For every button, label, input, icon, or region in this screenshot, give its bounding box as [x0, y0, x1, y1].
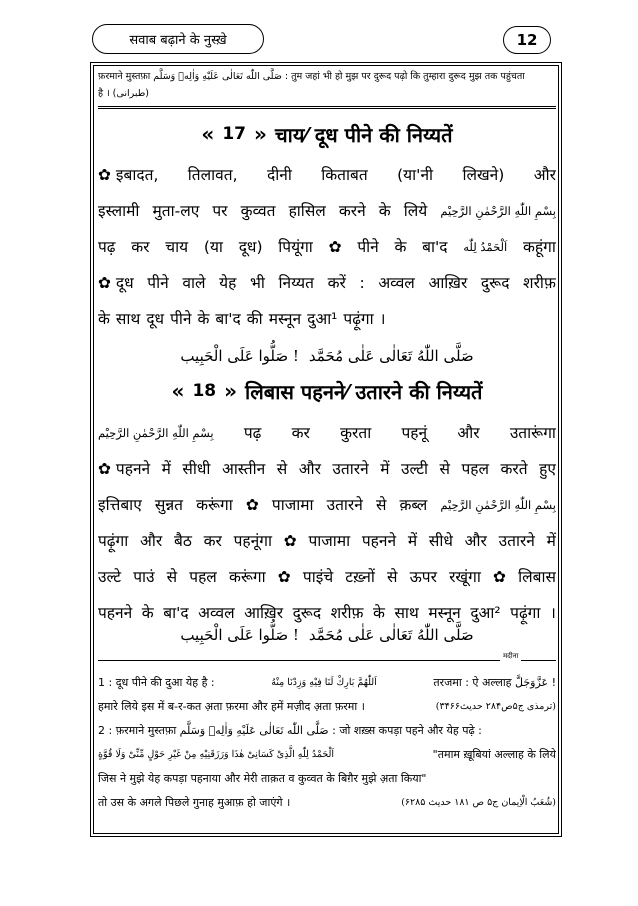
section-17-heading — [98, 116, 556, 152]
arabic-phrase: بِسْمِ اللّٰهِ الرَّحْمٰنِ الرَّحِيْم — [98, 426, 214, 440]
word: लिये — [403, 202, 428, 220]
arabic-phrase: اَلْحَمْدُ لِلّٰه — [463, 240, 508, 254]
word: पढ़ — [243, 424, 262, 442]
word: करूंगा — [196, 496, 233, 514]
word: इस्लामी — [98, 202, 140, 220]
footnote-line — [98, 720, 556, 742]
word: पहल — [461, 460, 490, 478]
word: : — [359, 274, 365, 292]
arabic-phrase: اَللّٰهُمَّ بَارِكْ لَنَا فِيْهِ وَزِدْنَا مِنْهُ — [271, 677, 377, 688]
word: इत्तिबाए — [98, 496, 142, 514]
word: से — [166, 568, 178, 586]
word: शरीफ़ — [330, 604, 364, 622]
section-17-title: चाय⁄ दूध पीने की निय्यतें — [274, 122, 453, 147]
word: में — [161, 460, 171, 478]
section-17-blessing — [98, 341, 556, 371]
section-18-blessing — [98, 620, 556, 650]
word: के — [378, 202, 391, 220]
word: हासिल — [288, 202, 326, 220]
word: के — [141, 604, 154, 622]
s18-line — [98, 454, 556, 484]
word: लिखने) — [462, 166, 505, 184]
word: पढ़ूंगा — [343, 310, 374, 328]
word: की — [246, 310, 263, 328]
word: ✿ इबादत, — [98, 166, 159, 184]
word: बा'द — [215, 310, 241, 328]
word: दुआ² — [470, 604, 501, 622]
word: सीधे — [428, 532, 453, 550]
s17-line — [98, 196, 556, 226]
s17-line — [98, 304, 556, 334]
word: लिबास — [518, 568, 556, 586]
word: पीने — [170, 310, 192, 328]
word: उल्टी — [400, 460, 429, 478]
word: अव्वल — [378, 274, 415, 292]
word: करते — [500, 460, 528, 478]
word: पाजामा — [308, 532, 351, 550]
word: ✿ दूध — [98, 274, 134, 292]
s18-line — [98, 562, 556, 592]
word: ✿ — [277, 568, 291, 586]
word: में — [407, 532, 418, 550]
ornament-open-icon: « — [171, 379, 185, 403]
word: भी — [249, 274, 265, 292]
word: पियूंगा — [278, 238, 313, 256]
word: पहनने — [361, 532, 397, 550]
word: उतारूंगा — [509, 424, 556, 442]
blessing-sallu: صَلُّوا عَلَى الْحَبِيب ! — [180, 347, 299, 365]
blessing-salla: صَلَّى اللّٰهُ تَعَالٰى عَلٰى مُحَمَّد — [308, 347, 474, 365]
book-title-badge: सवाब बढ़ाने के नुस्खे़ — [92, 24, 264, 54]
word: (या — [203, 238, 223, 256]
word: और — [533, 166, 556, 184]
top-hadith-note — [98, 68, 556, 109]
word: मुता-लए — [152, 202, 200, 220]
word: पाउं — [133, 568, 155, 586]
word: पढ़ — [98, 238, 116, 256]
word: करूंगा — [228, 568, 266, 586]
section-18-title: लिबास पहनने⁄ उतारने की निय्यतें — [245, 379, 483, 404]
s17-line — [98, 268, 556, 298]
word: मस्नून — [268, 310, 302, 328]
word: । — [379, 310, 386, 328]
footnote-text: हमारे लिये इस में ब-र-कत अ़ता फ़रमा और हमें मज़ीद अ़ता फ़रमा । — [98, 700, 365, 713]
word: किताबत — [321, 166, 368, 184]
word: और — [298, 460, 321, 478]
s17-line — [98, 232, 556, 262]
word: हुए — [539, 460, 556, 478]
word: उतारने — [332, 460, 369, 478]
blessing-salla: صَلَّى اللّٰهُ تَعَالٰى عَلٰى مُحَمَّد — [308, 626, 474, 644]
word: के — [373, 604, 385, 622]
word: और — [457, 424, 480, 442]
word: दूध) — [238, 238, 263, 256]
arabic-phrase: (ترمذی ج۵ص۲۸۴ حدیث۳۴۶۶) — [435, 701, 556, 712]
word: पहनूंगा — [233, 532, 272, 550]
word: कहूंगा — [522, 238, 556, 256]
word: । — [549, 604, 556, 622]
arabic-phrase: بِسْمِ اللّٰهِ الرَّحْمٰنِ الرَّحِيْم — [440, 204, 556, 218]
word: करें — [327, 274, 346, 292]
word: अव्वल — [198, 604, 235, 622]
s18-line — [98, 490, 556, 520]
word: बा'द — [163, 604, 189, 622]
word: वाले — [182, 274, 206, 292]
word: से — [276, 460, 288, 478]
footnote-line — [98, 672, 556, 694]
word: दुरूद — [480, 274, 510, 292]
footnote-line — [98, 744, 556, 766]
footnote-label: मदीना — [500, 652, 521, 661]
word: सीधी — [182, 460, 211, 478]
footnote-text: 1 : दूध पीने की दुआ येह है : — [98, 676, 215, 689]
word: दूध — [146, 310, 165, 328]
word: में — [546, 532, 556, 550]
word: के — [197, 310, 210, 328]
word: निय्यत — [278, 274, 314, 292]
word: से — [375, 496, 387, 514]
word: कर — [203, 532, 222, 550]
word: पहल — [189, 568, 217, 586]
ornament-close-icon: » — [254, 122, 267, 146]
word: शरीफ़ — [523, 274, 556, 292]
ornament-close-icon: » — [224, 379, 238, 403]
word: ✿ — [328, 238, 342, 256]
word: टख़्नों — [345, 568, 375, 586]
word: (या'नी — [397, 166, 434, 184]
word: कर — [131, 238, 150, 256]
arabic-phrase: (شُعَبُ الْاِیمان ج۵ ص ۱۸۱ حدیث ۶۲۸۵) — [401, 797, 556, 808]
word: साथ — [394, 604, 419, 622]
word: ✿ — [492, 568, 506, 586]
word: में — [380, 460, 390, 478]
word: क़ब्ल — [399, 496, 428, 514]
word: पीने — [357, 238, 379, 256]
section-18-number: 18 — [192, 381, 217, 401]
ornament-open-icon: « — [201, 122, 215, 146]
word: पढ़ूंगा — [510, 604, 541, 622]
word: और — [464, 532, 487, 550]
footnote-text: तो उस के अगले पिछले गुनाह मुआफ़ हो जाएंगे । — [98, 796, 291, 809]
word: से — [439, 460, 451, 478]
word: ✿ — [283, 532, 297, 550]
word: ✿ पहनने — [98, 460, 151, 478]
word: कुरता — [340, 424, 372, 442]
word: उल्टे — [98, 568, 122, 586]
word: पहनने — [98, 604, 133, 622]
word: तिलावत, — [187, 166, 238, 184]
word: पढ़ूंगा — [98, 532, 129, 550]
word: उतारने — [498, 532, 535, 550]
footnote-line — [98, 696, 556, 718]
word: करने — [338, 202, 366, 220]
word: मस्नून — [428, 604, 461, 622]
word: ऊपर — [409, 568, 437, 586]
word: पाइंचे — [302, 568, 334, 586]
word: के — [98, 310, 110, 328]
word: ✿ — [245, 496, 259, 514]
word: के — [394, 238, 407, 256]
arabic-phrase: اَلْحَمْدُ لِلّٰهِ الَّذِىْ كَسَانِىْ هٰذَا وَرَزَقَنِيْهِ مِنْ غَيْرِ حَوْلٍ مِّنِّىْ وَلَا قُوَّةٍ — [98, 749, 335, 760]
word: से — [387, 568, 398, 586]
word: आस्तीन — [221, 460, 266, 478]
s17-line — [98, 160, 556, 190]
word: आख़िर — [244, 604, 284, 622]
word: दीनी — [266, 166, 292, 184]
footnote-text: जिस ने मुझे येह कपड़ा पहनाया और मेरी ताक़त व कुव्वत के बिग़ैर मुझे अ़ता किया" — [98, 772, 427, 785]
word: पहनूं — [401, 424, 428, 442]
word: साथ — [115, 310, 141, 328]
word: बा'द — [422, 238, 448, 256]
word: पर — [212, 202, 228, 220]
footnote-text: "तमाम ख़ूबियां अल्लाह के लिये — [432, 748, 556, 761]
word: आख़िर — [428, 274, 468, 292]
footnote-line — [98, 792, 556, 814]
word: पीने — [147, 274, 169, 292]
word: और — [140, 532, 163, 550]
blessing-sallu: صَلُّوا عَلَى الْحَبِيب ! — [180, 626, 299, 644]
arabic-phrase: بِسْمِ اللّٰهِ الرَّحْمٰنِ الرَّحِيْم — [440, 498, 556, 512]
footnote-text: 2 : फ़रमाने मुस्तफ़ा صَلَّى اللّٰه تَعَالٰى عَلَيْهِ وَاٰلِهٖ وَسَلَّم : जो शख़्स कपड़ा पहने और येह पढ़े : — [98, 724, 482, 737]
word: दुआ¹ — [307, 310, 338, 328]
word: कर — [291, 424, 310, 442]
word: कुव्वत — [240, 202, 276, 220]
footnote-line — [98, 768, 556, 790]
section-18-heading — [98, 373, 556, 409]
word: दुरूद — [292, 604, 322, 622]
section-17-number: 17 — [222, 124, 247, 144]
top-note-line-1: फ़रमाने मुस्तफ़ा صَلَّى اللّٰه تَعَالٰى عَلَيْهِ وَاٰلِهٖ وَسَلَّم : तुम जहां भी हो मुझ पर दुरूद पढ़ो कि तुम्हारा दुरूद मुझ तक पहुंचता — [98, 71, 525, 82]
word: उतारने — [326, 496, 363, 514]
s18-line — [98, 418, 556, 448]
word: चाय — [165, 238, 189, 256]
page-number-badge: 12 — [503, 26, 551, 54]
word: पाजामा — [271, 496, 314, 514]
word: येह — [219, 274, 237, 292]
word: रखूंगा — [449, 568, 481, 586]
word: सुन्नत — [154, 496, 183, 514]
s18-line — [98, 526, 556, 556]
word: बैठ — [173, 532, 192, 550]
footnote-text: तरजमा : ऐ अल्लाह عَزَّوَجَلَّ ! — [433, 676, 556, 689]
top-note-line-2: है । (طبرانی) — [98, 88, 149, 99]
footnote-divider — [98, 660, 556, 661]
